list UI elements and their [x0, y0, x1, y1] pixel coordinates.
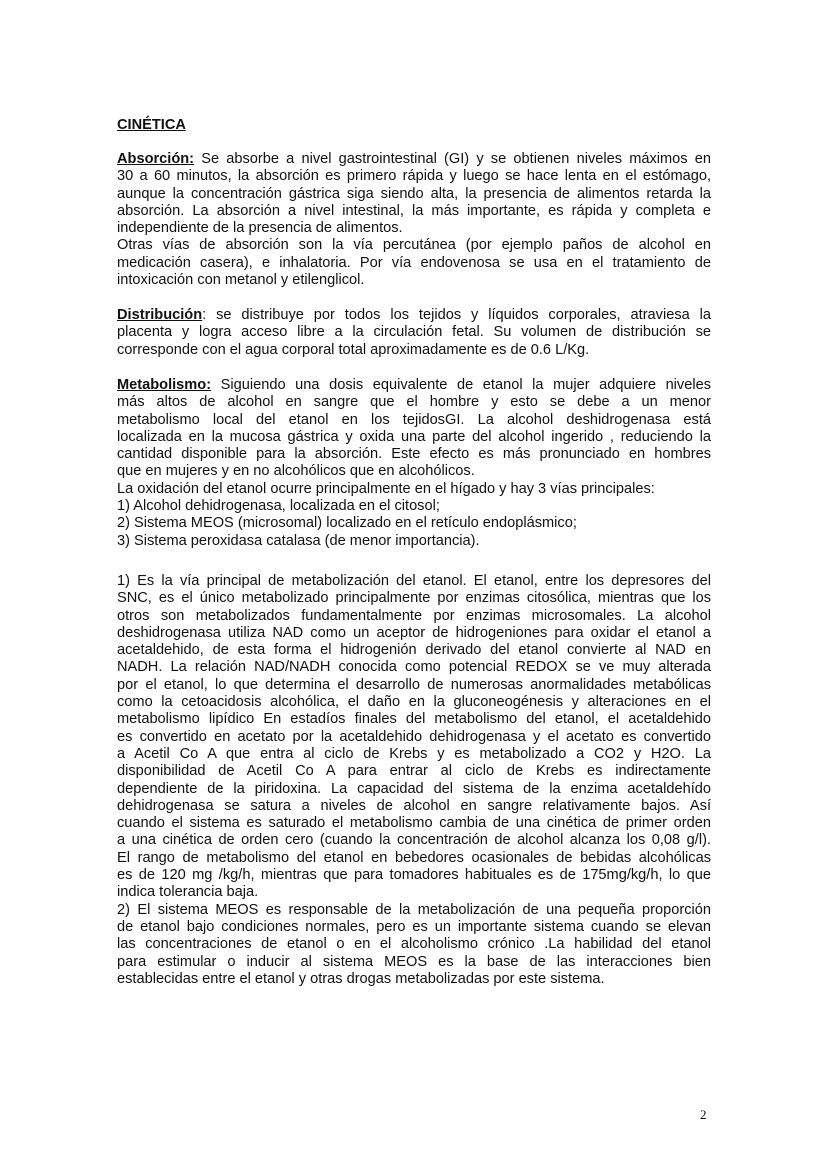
metabolismo-line: metabolismo local del etanol en los tejidosGI. La alcohol deshidrogenasa está: [117, 411, 711, 428]
via1-line: como la cetoacidosis alcohólica, el daño en la gluconeogénesis y alteraciones en el: [117, 694, 711, 711]
absorcion-line: intoxicación con metanol y etilenglicol.: [117, 272, 365, 289]
metabolismo-line: más altos de alcohol en sangre que el hombre y esto se debe a un menor: [117, 394, 711, 411]
via1-line: SNC, es el único metabolizado principalmente por enzimas citosólica, mientras que los: [117, 590, 711, 607]
via1-line: por el etanol, lo que determina el desarrollo de numerosas anormalidades metabólicas: [117, 676, 711, 693]
absorcion-paragraph: [117, 151, 711, 289]
metabolismo-label: Metabolismo:: [117, 377, 212, 393]
metabolismo-line: que en mujeres y en no alcohólicos que en alcohólicos.: [117, 463, 475, 480]
via1-line: dependiente de la piridoxina. La capacidad del sistema de la enzima acetaldehído: [117, 780, 711, 797]
via2-line: las concentraciones de etanol o en el alcoholismo crónico .La habilidad del etanol: [117, 936, 711, 953]
via1-paragraph: [117, 573, 711, 988]
metabolismo-line: 2) Sistema MEOS (microsomal) localizado en el retículo endoplásmico;: [117, 515, 577, 532]
absorcion-label: Absorción:: [117, 151, 195, 167]
via1-line: El rango de metabolismo del etanol en bebedores ocasionales de bebidas alcohólicas: [117, 849, 711, 866]
via2-line: para estimular o inducir al sistema MEOS es la base de las interacciones bien: [117, 953, 711, 970]
absorcion-line: independiente de la presencia de alimentos.: [117, 220, 403, 237]
via1-line: metabolismo lipídico En estadíos finales del metabolismo del etanol, el acetaldehido: [117, 711, 711, 728]
via1-line: es convertido en acetato por la acetaldehido dehidrogenasa y el acetato es convertido: [117, 728, 711, 745]
via1-line: acetaldehido, de esta forma el hidrogenión derivado del etanol convierte al NAD en: [117, 642, 711, 659]
absorcion-line: Otras vías de absorción son la vía percutánea (por ejemplo paños de alcohol en: [117, 237, 711, 254]
via1-line: a Acetil Co A que entra al ciclo de Krebs y es metabolizado a CO2 y H2O. La: [117, 745, 711, 762]
via1-line: 1) Es la vía principal de metabolización del etanol. El etanol, entre los depresores del: [117, 573, 711, 589]
metabolismo-line: 1) Alcohol dehidrogenasa, localizada en el citosol;: [117, 498, 440, 515]
distribucion-line: corresponde con el agua corporal total aproximadamente es de 0.6 L/Kg.: [117, 341, 590, 358]
absorcion-line: Absorción: Se absorbe a nivel gastrointestinal (GI) y se obtienen niveles máximos en: [117, 151, 711, 167]
via1-line: otros son metabolizados fundamentalmente por enzimas microsomales. La alcohol: [117, 607, 711, 624]
metabolismo-line: cantidad disponible para la absorción. Este efecto es más pronunciado en hombres: [117, 446, 711, 463]
distribucion-line: Distribución: se distribuye por todos los tejidos y líquidos corporales, atraviesa la: [117, 307, 711, 323]
absorcion-line: 30 a 60 minutos, la absorción es primero rápida y luego se hace lenta en el estómago,: [117, 168, 711, 185]
distribucion-line: placenta y logra acceso libre a la circulación fetal. Su volumen de distribución se: [117, 324, 711, 341]
via2-line: establecidas entre el etanol y otras drogas metabolizadas por este sistema.: [117, 970, 605, 987]
metabolismo-line: La oxidación del etanol ocurre principalmente en el hígado y hay 3 vías principales:: [117, 480, 655, 497]
distribucion-label: Distribución: [117, 307, 203, 323]
via2-line: 2) El sistema MEOS es responsable de la metabolización de una pequeña proporción: [117, 901, 711, 918]
via1-line: a una cinética de orden cero (cuando la concentración de alcohol alcanza los 0,08 g/l).: [117, 832, 711, 849]
via1-line: disponibilidad de Acetil Co A para entrar al ciclo de Krebs es indirectamente: [117, 763, 711, 780]
absorcion-line: absorción. La absorción a nivel intestinal, la más importante, es rápida y completa e: [117, 202, 711, 219]
metabolismo-line: localizada en la mucosa gástrica y oxida una parte del alcohol ingerido , reduciendo la: [117, 428, 711, 445]
metabolismo-line: Metabolismo: Siguiendo una dosis equivalente de etanol la mujer adquiere niveles: [117, 377, 711, 393]
absorcion-line: medicación casera), e inhalatoria. Por vía endovenosa se usa en el tratamiento de: [117, 254, 711, 271]
absorcion-line: aunque la concentración gástrica siga siendo alta, la presencia de alimentos retarda la: [117, 185, 711, 202]
page-number: 2: [700, 1107, 707, 1122]
via1-line: deshidrogenasa utiliza NAD como un aceptor de hidrogeniones para oxidar el etanol a: [117, 624, 711, 641]
via1-line: dehidrogenasa se satura a niveles de alcohol en sangre relativamente bajos. Así: [117, 797, 711, 814]
via2-line: de etanol bajo condiciones normales, pero es un importante sistema cuando se elevan: [117, 918, 711, 935]
section-title: CINÉTICA: [117, 117, 186, 133]
metabolismo-paragraph: [117, 377, 711, 550]
via1-line: NADH. La relación NAD/NADH conocida como potencial REDOX se ve muy alterada: [117, 659, 711, 676]
via1-line: cuando el sistema es saturado el metabolismo cambia de una cinética de primer orden: [117, 815, 711, 832]
via1-line: indica tolerancia baja.: [117, 884, 259, 901]
metabolismo-line: 3) Sistema peroxidasa catalasa (de menor importancia).: [117, 532, 480, 549]
via1-line: es de 120 mg /kg/h, mientras que para tomadores habituales es de 175mg/kg/h, lo que: [117, 867, 711, 884]
distribucion-paragraph: [117, 307, 711, 359]
